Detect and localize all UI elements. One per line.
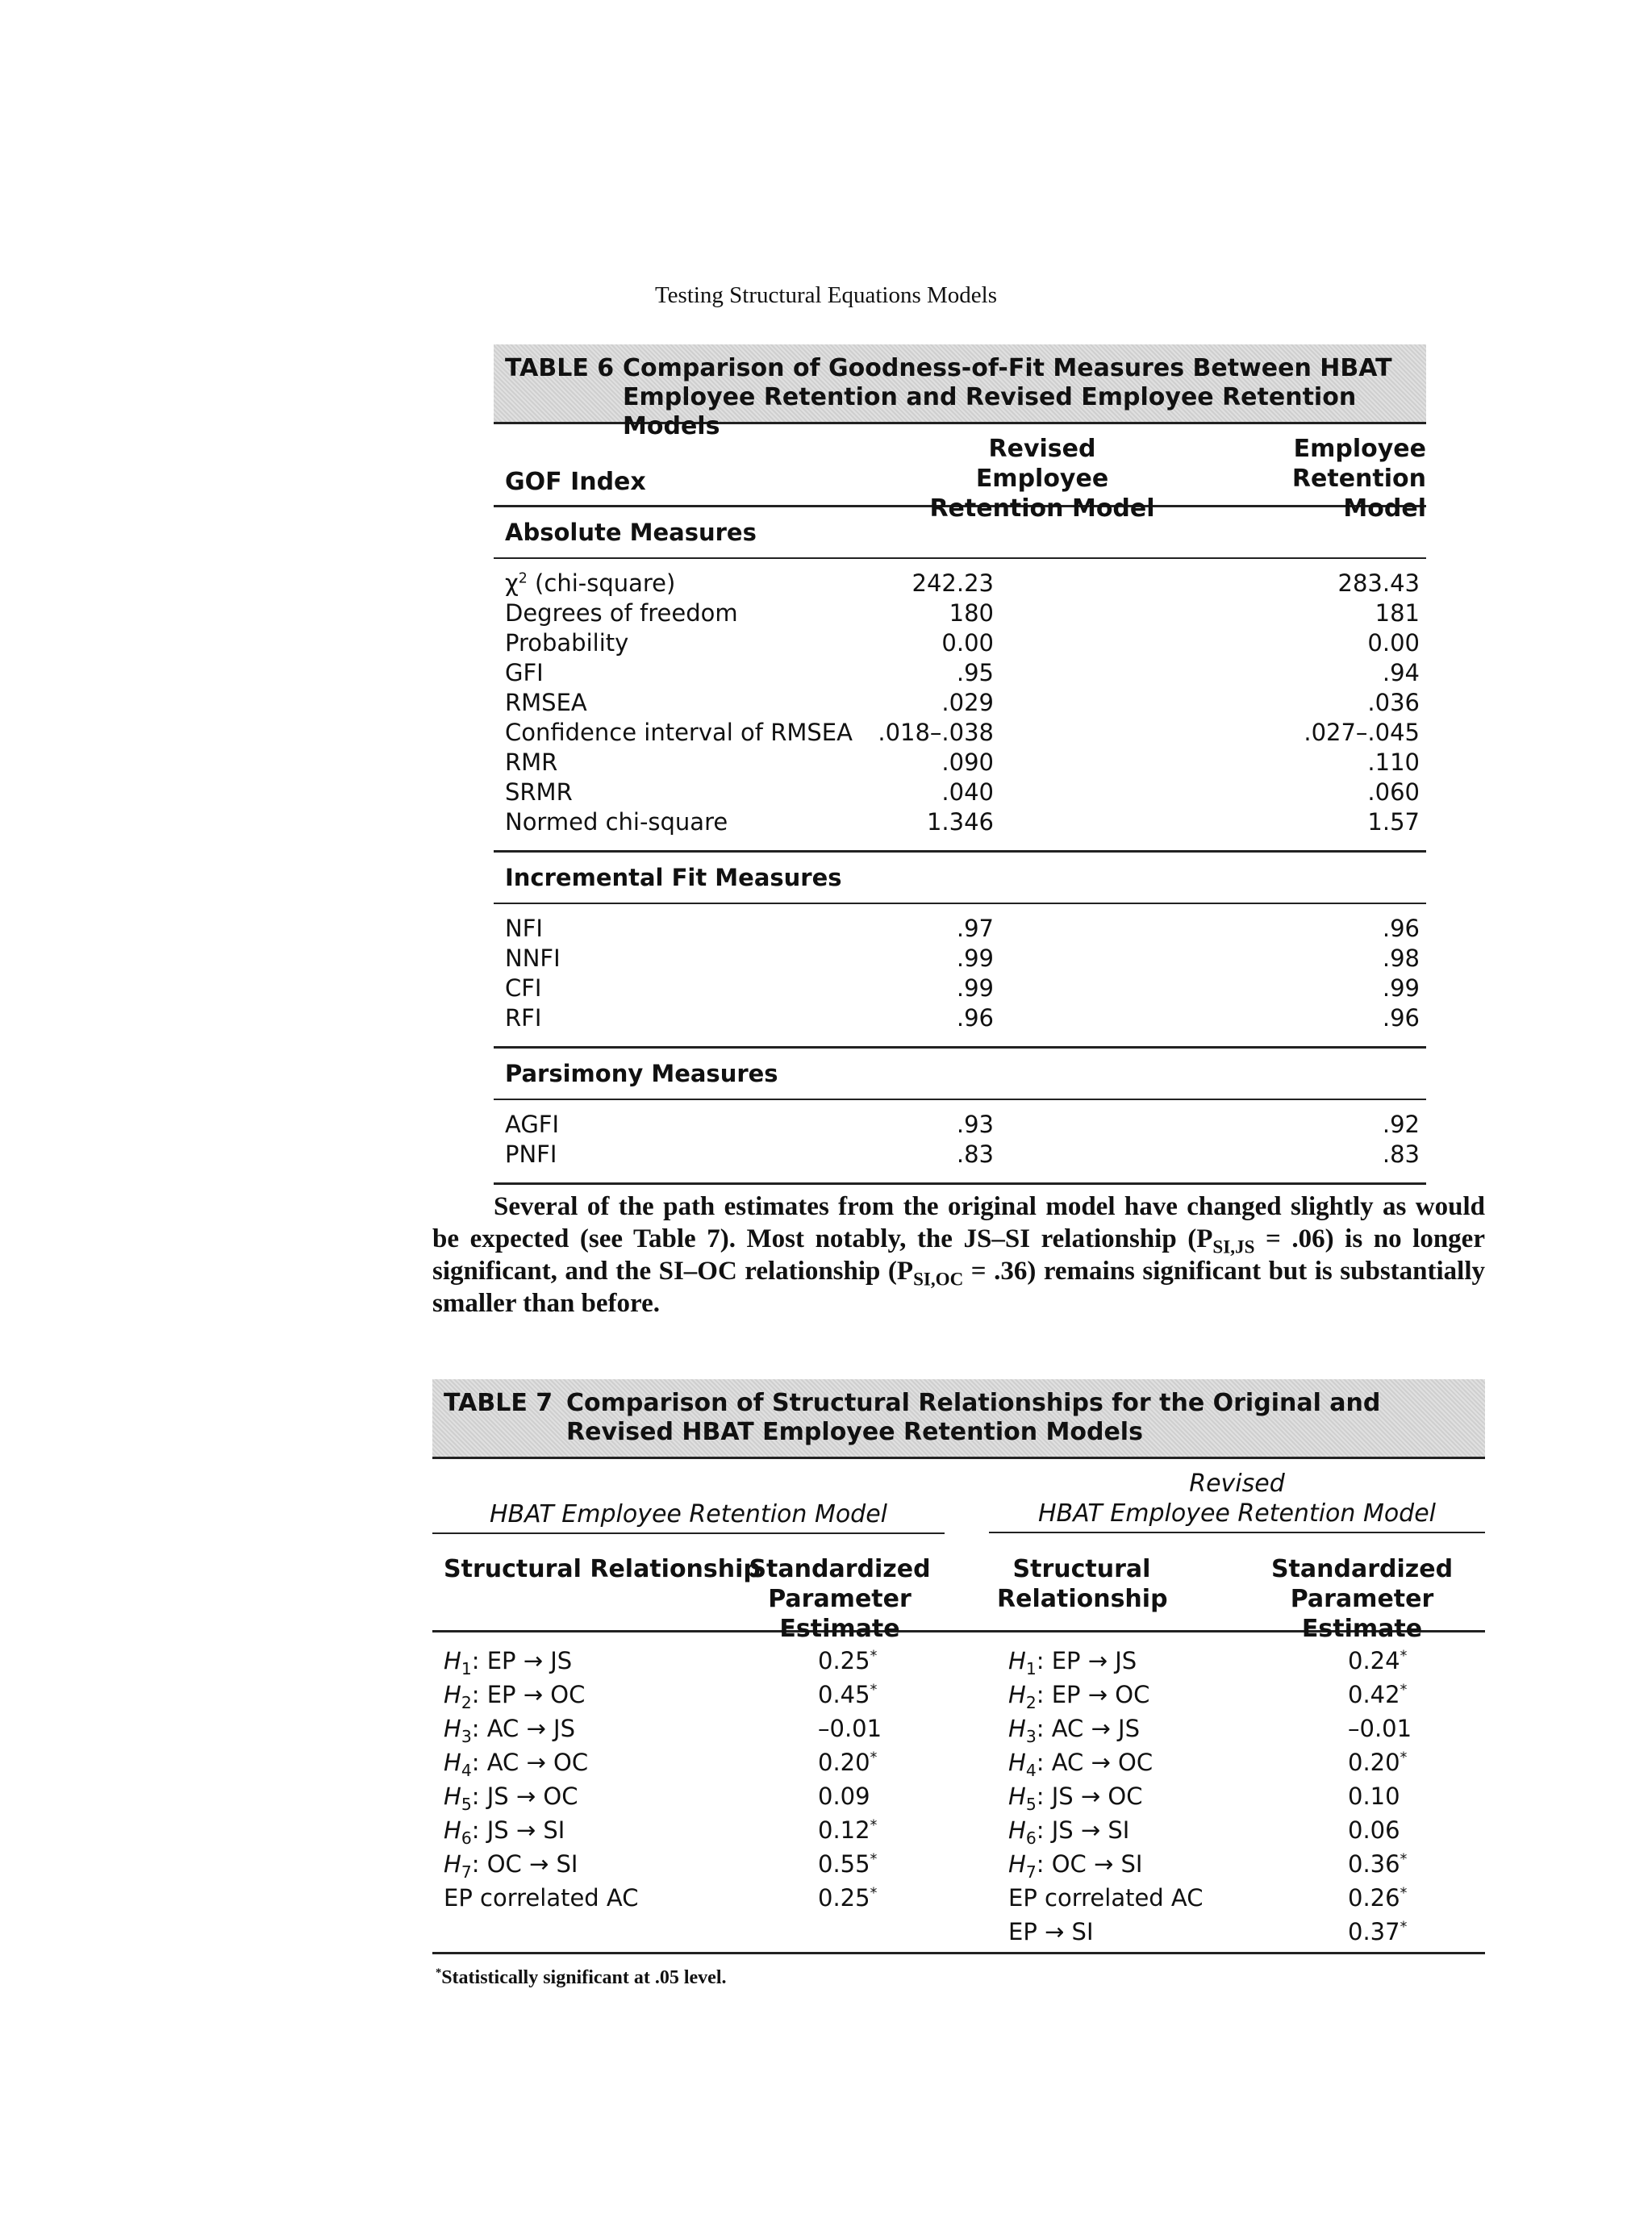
significance-mark: *	[870, 1851, 878, 1868]
table-7-caption-bar	[432, 1379, 1485, 1459]
table-7-body	[432, 1632, 1485, 1954]
employee-model-value: 0.00	[1367, 629, 1420, 657]
original-estimate: 0.12*	[818, 1816, 878, 1844]
body-paragraph	[432, 1190, 1485, 1320]
original-relationship: $H_2$: EP → OC	[444, 1681, 586, 1712]
revised-estimate: 0.10	[1348, 1783, 1400, 1810]
revised-relationship: $H_1$: EP → JS	[1008, 1647, 1137, 1678]
significance-mark: *	[870, 1682, 878, 1699]
original-relationship: $H_1$: EP → JS	[444, 1647, 573, 1678]
table-row	[432, 1881, 1485, 1915]
revised-relationship: $H_3$: AC → JS	[1008, 1715, 1140, 1746]
table-row	[494, 974, 1426, 1003]
group-original-model: HBAT Employee Retention Model	[432, 1499, 945, 1534]
table-7-footnote	[432, 1967, 1485, 1989]
hypothesis-number: 2	[1025, 1692, 1037, 1712]
col-header-structural-revised: Structural Relationship	[997, 1555, 1168, 1613]
hypothesis-number: 7	[461, 1862, 472, 1882]
revised-model-value: .93	[956, 1111, 994, 1138]
table-row	[432, 1745, 1485, 1779]
gof-measure-name: SRMR	[505, 778, 573, 806]
table-row	[432, 1847, 1485, 1881]
revised-estimate: 0.42*	[1348, 1681, 1408, 1708]
revised-relationship: $H_5$: JS → OC	[1008, 1783, 1143, 1814]
table-7-column-header	[432, 1549, 1485, 1643]
revised-model-value: 180	[949, 599, 994, 627]
gof-measure-name: Degrees of freedom	[505, 599, 738, 627]
hypothesis-letter: H	[444, 1850, 461, 1878]
employee-model-value: 1.57	[1367, 808, 1420, 836]
gof-measure-name: AGFI	[505, 1111, 560, 1138]
table-7-caption: Comparison of Structural Relationships for the Original and Revised HBAT Employee Retention Models	[566, 1389, 1381, 1446]
employee-model-value: .98	[1382, 944, 1420, 972]
employee-model-value: 181	[1375, 599, 1420, 627]
hypothesis-letter: H	[444, 1783, 461, 1810]
gof-measure-name: NFI	[505, 915, 543, 942]
col-header-gof-index: GOF Index	[505, 468, 646, 496]
revised-relationship: $H_7$: OC → SI	[1008, 1850, 1143, 1882]
original-estimate: –0.01	[818, 1715, 882, 1742]
original-estimate: 0.45*	[818, 1681, 878, 1708]
original-relationship: EP correlated AC	[444, 1884, 639, 1912]
table-row	[494, 778, 1426, 807]
original-relationship: $H_5$: JS → OC	[444, 1783, 578, 1814]
revised-model-value: .029	[941, 689, 994, 716]
original-estimate: 0.25*	[818, 1884, 878, 1912]
original-estimate: 0.09	[818, 1783, 870, 1810]
hypothesis-letter: H	[444, 1816, 461, 1844]
table-6-caption-bar	[494, 344, 1426, 440]
gof-measure-name: CFI	[505, 974, 542, 1002]
revised-relationship: EP correlated AC	[1008, 1884, 1204, 1912]
revised-model-value: .96	[956, 1004, 994, 1032]
group-revised-line1: Revised	[1189, 1470, 1285, 1498]
table-7-label: TABLE 7	[444, 1389, 553, 1417]
revised-relationship: $H_6$: JS → SI	[1008, 1816, 1130, 1848]
hypothesis-number: 7	[1025, 1862, 1037, 1882]
gof-measure-name: RFI	[505, 1004, 542, 1032]
employee-model-value: .99	[1382, 974, 1420, 1002]
section-rows	[494, 559, 1426, 850]
significance-mark: *	[1400, 1749, 1408, 1766]
significance-mark: *	[870, 1885, 878, 1902]
group-revised-model	[989, 1469, 1485, 1533]
revised-relationship: EP → SI	[1008, 1918, 1094, 1945]
paragraph-text: Several of the path estimates from the original model have changed slightly as would be expected (see Table 7). Most notably, the JS–SI relationship $(P_{SI,JS} = .06)$ is no longer significant, and the SI–OC relationship $(P_{SI,OC} = .36)$ remains significant but is substantially smaller than before.	[432, 1192, 1486, 1318]
significance-mark: *	[1400, 1648, 1408, 1665]
significance-mark: *	[1400, 1682, 1408, 1699]
table-row	[494, 944, 1426, 974]
revised-model-value: .018–.038	[878, 719, 994, 746]
subscript: SI,JS	[1212, 1236, 1255, 1257]
employee-model-value: .036	[1367, 689, 1420, 716]
table-row	[432, 1678, 1485, 1712]
gof-measure-name: GFI	[505, 659, 544, 686]
hypothesis-number: 3	[1025, 1726, 1037, 1746]
footnote-text: Statistically significant at .05 level.	[441, 1967, 727, 1988]
significance-mark: *	[1400, 1919, 1408, 1936]
gof-section	[494, 1049, 1426, 1185]
table-row	[494, 688, 1426, 718]
revised-estimate: 0.20*	[1348, 1749, 1408, 1776]
table-row	[494, 718, 1426, 748]
employee-model-value: .92	[1382, 1111, 1420, 1138]
footnote-mark: *	[436, 1966, 442, 1979]
revised-estimate: –0.01	[1348, 1715, 1412, 1742]
gof-measure-name: PNFI	[505, 1140, 557, 1168]
table-row	[494, 1140, 1426, 1170]
table-6-label: TABLE 6	[505, 354, 615, 382]
table-row	[494, 628, 1426, 658]
col-header-employee-model: Employee Retention Model	[1291, 435, 1426, 523]
hypothesis-number: 2	[461, 1692, 472, 1712]
col-header-estimate-original: Standardized Parameter Estimate	[749, 1555, 931, 1643]
significance-mark: *	[870, 1648, 878, 1665]
revised-estimate: 0.26*	[1348, 1884, 1408, 1912]
original-relationship: $H_3$: AC → JS	[444, 1715, 575, 1746]
revised-model-value: .97	[956, 915, 994, 942]
table-row	[494, 658, 1426, 688]
group-revised-line2: HBAT Employee Retention Model	[1037, 1499, 1437, 1528]
table-row	[494, 1003, 1426, 1033]
table-row	[432, 1712, 1485, 1745]
hypothesis-letter: H	[1008, 1783, 1026, 1810]
table-6-caption: Comparison of Goodness-of-Fit Measures Between HBAT Employee Retention and Revised Employee Retention Models	[623, 354, 1392, 440]
significance-mark: *	[1400, 1885, 1408, 1902]
table-row	[432, 1644, 1485, 1678]
hypothesis-letter: H	[444, 1681, 461, 1708]
section-rows	[494, 904, 1426, 1046]
hypothesis-letter: H	[444, 1749, 461, 1776]
original-estimate: 0.55*	[818, 1850, 878, 1878]
hypothesis-number: 6	[1025, 1828, 1037, 1848]
table-row	[494, 914, 1426, 944]
revised-model-value: .090	[941, 748, 994, 776]
table-row	[494, 569, 1426, 598]
revised-model-value: 1.346	[926, 808, 994, 836]
hypothesis-number: 1	[461, 1658, 472, 1678]
employee-model-value: .110	[1367, 748, 1420, 776]
revised-model-value: .83	[956, 1140, 994, 1168]
hypothesis-letter: H	[1008, 1749, 1026, 1776]
hypothesis-letter: H	[444, 1647, 461, 1674]
hypothesis-number: 1	[1025, 1658, 1037, 1678]
hypothesis-letter: H	[1008, 1715, 1026, 1742]
gof-measure-name: NNFI	[505, 944, 561, 972]
revised-relationship: $H_4$: AC → OC	[1008, 1749, 1153, 1780]
hypothesis-letter: H	[1008, 1850, 1026, 1878]
original-relationship: $H_6$: JS → SI	[444, 1816, 565, 1848]
revised-estimate: 0.06	[1348, 1816, 1400, 1844]
table-6	[494, 344, 1426, 1185]
gof-measure-name: RMSEA	[505, 689, 587, 716]
running-header: Testing Structural Equations Models	[654, 282, 998, 308]
table-7	[432, 1379, 1485, 1989]
employee-model-value: .94	[1382, 659, 1420, 686]
gof-section	[494, 507, 1426, 853]
employee-model-value: .96	[1382, 1004, 1420, 1032]
table-6-header	[494, 424, 1426, 523]
hypothesis-letter: H	[1008, 1681, 1026, 1708]
hypothesis-number: 5	[1025, 1794, 1037, 1814]
hypothesis-letter: H	[444, 1715, 461, 1742]
hypothesis-number: 3	[461, 1726, 472, 1746]
table-row	[494, 1110, 1426, 1140]
col-header-structural-original: Structural Relationship	[444, 1555, 761, 1583]
table-row	[432, 1779, 1485, 1813]
table-7-group-header	[432, 1459, 1485, 1532]
revised-model-value: .99	[956, 944, 994, 972]
gof-measure-name: Probability	[505, 629, 629, 657]
section-title: Absolute Measures	[494, 507, 1426, 559]
original-relationship: $H_4$: AC → OC	[444, 1749, 589, 1780]
significance-mark: *	[870, 1749, 878, 1766]
hypothesis-letter: H	[1008, 1647, 1026, 1674]
table-row	[432, 1813, 1485, 1847]
hypothesis-letter: H	[1008, 1816, 1026, 1844]
revised-model-value: .95	[956, 659, 994, 686]
original-estimate: 0.25*	[818, 1647, 878, 1674]
significance-mark: *	[1400, 1851, 1408, 1868]
table-6-body	[494, 507, 1426, 1185]
table-row	[432, 1915, 1485, 1949]
revised-model-value: 0.00	[941, 629, 994, 657]
hypothesis-number: 6	[461, 1828, 472, 1848]
revised-model-value: .99	[956, 974, 994, 1002]
section-title: Parsimony Measures	[494, 1049, 1426, 1100]
employee-model-value: .83	[1382, 1140, 1420, 1168]
employee-model-value: .060	[1367, 778, 1420, 806]
original-relationship: $H_7$: OC → SI	[444, 1850, 578, 1882]
section-rows	[494, 1100, 1426, 1182]
subscript: SI,OC	[913, 1268, 964, 1290]
hypothesis-number: 4	[1025, 1760, 1037, 1780]
gof-measure-name: RMR	[505, 748, 558, 776]
revised-relationship: $H_2$: EP → OC	[1008, 1681, 1150, 1712]
section-title: Incremental Fit Measures	[494, 853, 1426, 904]
gof-measure-name: Normed chi-square	[505, 808, 728, 836]
revised-estimate: 0.24*	[1348, 1647, 1408, 1674]
significance-mark: *	[870, 1817, 878, 1834]
employee-model-value: .027–.045	[1304, 719, 1420, 746]
employee-model-value: 283.43	[1337, 569, 1420, 597]
col-header-revised-model: Revised Employee Retention Model	[929, 435, 1155, 523]
hypothesis-number: 4	[461, 1760, 472, 1780]
revised-model-value: 242.23	[912, 569, 994, 597]
gof-measure-name: $\chi^2$ (chi-square)	[505, 569, 676, 597]
col-header-estimate-revised: Standardized Parameter Estimate	[1270, 1555, 1454, 1643]
table-row	[494, 748, 1426, 778]
employee-model-value: .96	[1382, 915, 1420, 942]
table-row	[494, 598, 1426, 628]
gof-section	[494, 853, 1426, 1049]
original-estimate: 0.20*	[818, 1749, 878, 1776]
superscript-2: 2	[518, 570, 528, 587]
hypothesis-number: 5	[461, 1794, 472, 1814]
table-row	[494, 807, 1426, 837]
gof-measure-name: Confidence interval of RMSEA	[505, 719, 853, 746]
revised-estimate: 0.36*	[1348, 1850, 1408, 1878]
revised-estimate: 0.37*	[1348, 1918, 1408, 1945]
revised-model-value: .040	[941, 778, 994, 806]
